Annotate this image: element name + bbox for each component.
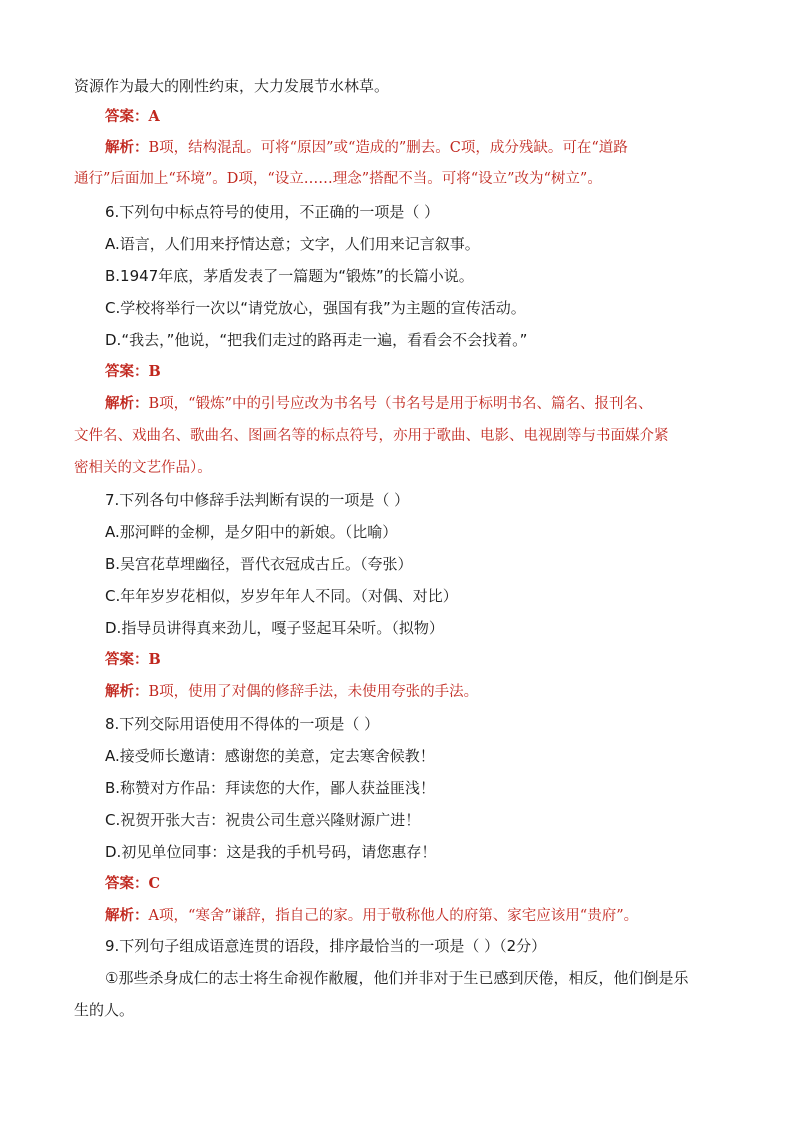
question-stem: 9.下列句子组成语意连贯的语段，排序最恰当的一项是（ ）（2分） xyxy=(105,937,547,955)
text-line: 资源作为最大的刚性约束，大力发展节水林草。 xyxy=(74,77,390,95)
answer-label: 答案： xyxy=(105,651,149,668)
passage-line: 生的人。 xyxy=(74,1001,135,1019)
option-c: C.学校将举行一次以“请党放心，强国有我”为主题的宣传活动。 xyxy=(105,299,526,317)
answer-line xyxy=(105,874,160,894)
explanation-text: B项，使用了对偶的修辞手法，未使用夸张的手法。 xyxy=(148,684,479,700)
explanation-text: A项，“寒舍”谦辞，指自己的家。用于敬称他人的府第、家宅应该用“贵府”。 xyxy=(148,908,639,924)
explanation-line: 密相关的文艺作品）。 xyxy=(74,460,212,476)
option-d: D.初见单位同事：这是我的手机号码，请您惠存！ xyxy=(105,843,437,861)
option-c: C.年年岁岁花相似，岁岁年年人不同。（对偶、对比） xyxy=(105,587,458,605)
explanation-line xyxy=(105,906,638,926)
option-c: C.祝贺开张大吉：祝贵公司生意兴隆财源广进！ xyxy=(105,811,421,829)
question-stem: 6.下列句中标点符号的使用，不正确的一项是（ ） xyxy=(105,203,440,221)
explanation-line xyxy=(105,682,478,702)
option-a: A.那河畔的金柳，是夕阳中的新娘。（比喻） xyxy=(105,523,398,541)
explanation-line xyxy=(105,138,628,158)
explanation-label: 解析： xyxy=(105,683,149,700)
answer-value: B xyxy=(148,363,161,380)
option-a: A.语言，人们用来抒情达意；文字，人们用来记言叙事。 xyxy=(105,235,480,253)
option-d: D.“我去，”他说，“把我们走过的路再走一遍，看看会不会找着。” xyxy=(105,331,528,349)
answer-value: A xyxy=(148,108,160,125)
option-b: B.吴宫花草埋幽径，晋代衣冠成古丘。（夸张） xyxy=(105,555,413,573)
explanation-label: 解析： xyxy=(105,395,149,412)
option-b: B.1947年底，茅盾发表了一篇题为“锻炼”的长篇小说。 xyxy=(105,267,474,285)
option-a: A.接受师长邀请：感谢您的美意，定去寒舍候教！ xyxy=(105,747,435,765)
option-d: D.指导员讲得真来劲儿，嘎子竖起耳朵听。（拟物） xyxy=(105,619,444,637)
explanation-text: B项，结构混乱。可将“原因”或“造成的”删去。C项，成分残缺。可在“道路 xyxy=(148,140,628,156)
question-stem: 7.下列各句中修辞手法判断有误的一项是（ ） xyxy=(105,491,410,509)
question-stem: 8.下列交际用语使用不得体的一项是（ ） xyxy=(105,715,380,733)
answer-label: 答案： xyxy=(105,363,149,380)
explanation-line xyxy=(105,394,652,414)
answer-line xyxy=(105,107,160,127)
explanation-label: 解析： xyxy=(105,139,149,156)
explanation-text: B项，“锻炼”中的引号应改为书名号（书名号是用于标明书名、篇名、报刊名、 xyxy=(148,396,653,412)
answer-label: 答案： xyxy=(105,875,149,892)
option-b: B.称赞对方作品：拜读您的大作，鄙人获益匪浅！ xyxy=(105,779,436,797)
answer-value: C xyxy=(148,875,161,892)
explanation-line: 文件名、戏曲名、歌曲名、图画名等的标点符号，亦用于歌曲、电影、电视剧等与书面媒介紧 xyxy=(74,428,669,444)
explanation-line: 通行”后面加上“环境”。D项，“设立……理念”搭配不当。可将“设立”改为“树立”。 xyxy=(74,171,602,187)
answer-line xyxy=(105,650,161,670)
answer-label: 答案： xyxy=(105,108,149,125)
explanation-label: 解析： xyxy=(105,907,149,924)
answer-line xyxy=(105,362,161,382)
answer-value: B xyxy=(148,651,161,668)
passage-line: ①那些杀身成仁的志士将生命视作敝履，他们并非对于生已感到厌倦，相反，他们倒是乐 xyxy=(105,969,689,987)
